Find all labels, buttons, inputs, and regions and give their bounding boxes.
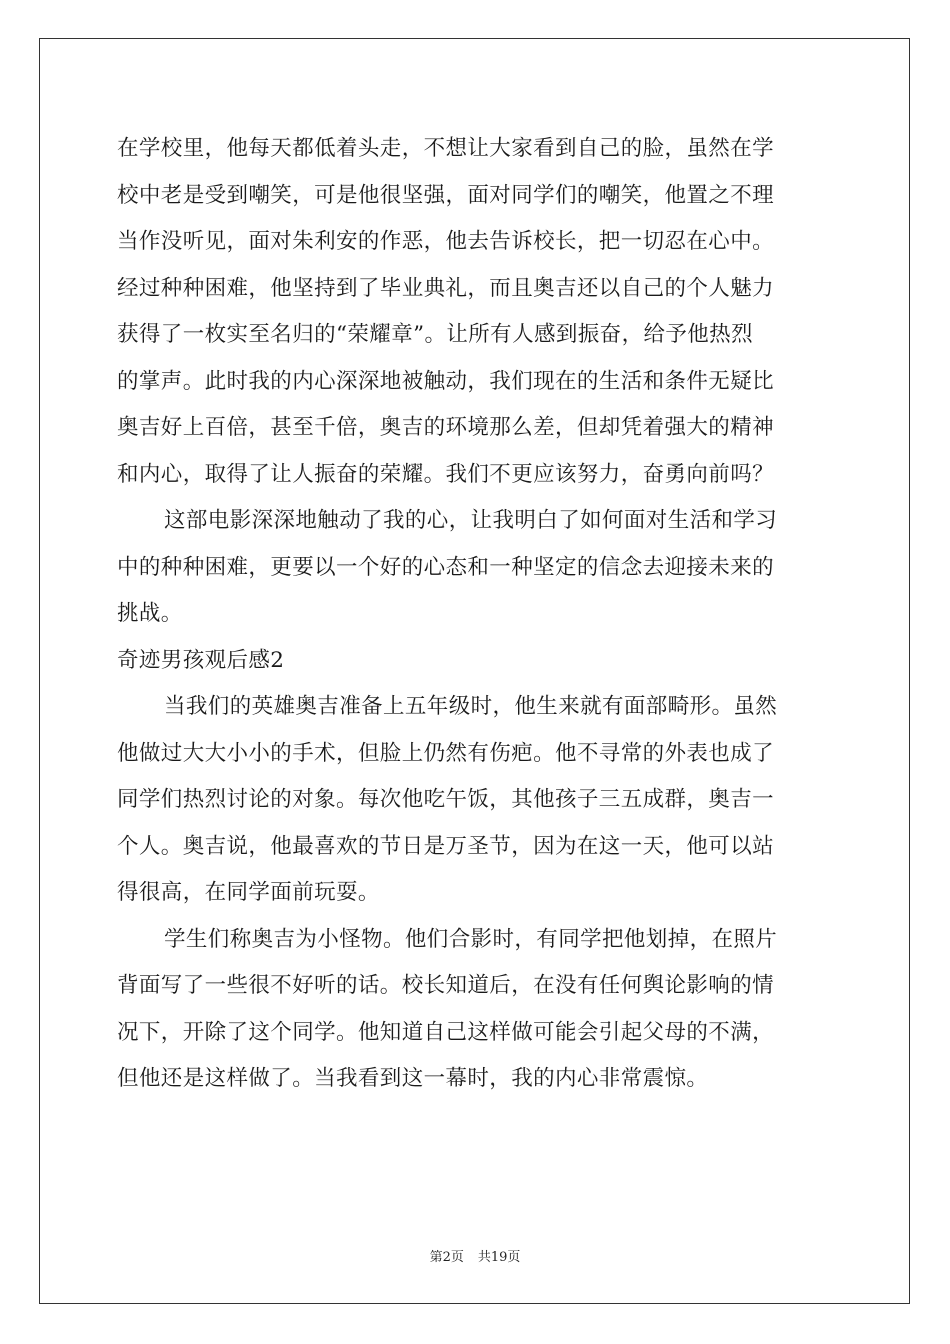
page-footer (0, 1246, 950, 1265)
text-line: 奥吉好上百倍，甚至千倍，奥吉的环境那么差，但却凭着强大的精神 (117, 415, 775, 440)
page-number: 第2页 (429, 1250, 464, 1265)
text-line: 况下，开除了这个同学。他知道自己这样做可能会引起父母的不满， (117, 1019, 775, 1045)
text-line: 中的种种困难，更要以一个好的心态和一种坚定的信念去迎接未来的 (117, 554, 775, 580)
text-line: 在学校里，他每天都低着头走，不想让大家看到自己的脸，虽然在学 (117, 136, 775, 161)
document-body (117, 126, 833, 1103)
text-line: 他做过大大小小的手术，但脸上仍然有伤疤。他不寻常的外表也成了 (117, 740, 775, 766)
text-line: 但他还是这样做了。当我看到这一幕时，我的内心非常震惊。 (117, 1066, 709, 1091)
text-line: 的掌声。此时我的内心深深地被触动，我们现在的生活和条件无疑比 (117, 368, 775, 394)
text-line: 获得了一枚实至名归的“荣耀章”。让所有人感到振奋，给予他热烈 (117, 322, 753, 347)
text-line: 同学们热烈讨论的对象。每次他吃午饭，其他孩子三五成群，奥吉一 (117, 787, 775, 812)
text-line: 这部电影深深地触动了我的心，让我明白了如何面对生活和学习 (164, 508, 778, 533)
section-heading: 奇迹男孩观后感2 (117, 647, 285, 673)
page-total: 共19页 (477, 1250, 521, 1265)
text-line: 个人。奥吉说，他最喜欢的节日是万圣节，因为在这一天，他可以站 (117, 833, 775, 859)
text-line: 和内心，取得了让人振奋的荣耀。我们不更应该努力，奋勇向前吗？ (117, 461, 775, 487)
text-line: 学生们称奥吉为小怪物。他们合影时，有同学把他划掉，在照片 (164, 926, 778, 952)
text-line: 当作没听见，面对朱利安的作恶，他去告诉校长，把一切忍在心中。 (117, 229, 775, 254)
text-line: 经过种种困难，他坚持到了毕业典礼，而且奥吉还以自己的个人魅力 (117, 275, 775, 301)
text-line: 校中老是受到嘲笑，可是他很坚强，面对同学们的嘲笑，他置之不理 (117, 182, 775, 208)
text-line: 挑战。 (117, 601, 183, 626)
text-line: 背面写了一些很不好听的话。校长知道后，在没有任何舆论影响的情 (117, 973, 775, 998)
text-line: 得很高，在同学面前玩耍。 (117, 880, 380, 905)
text-line: 当我们的英雄奥吉准备上五年级时，他生来就有面部畸形。虽然 (164, 694, 778, 719)
